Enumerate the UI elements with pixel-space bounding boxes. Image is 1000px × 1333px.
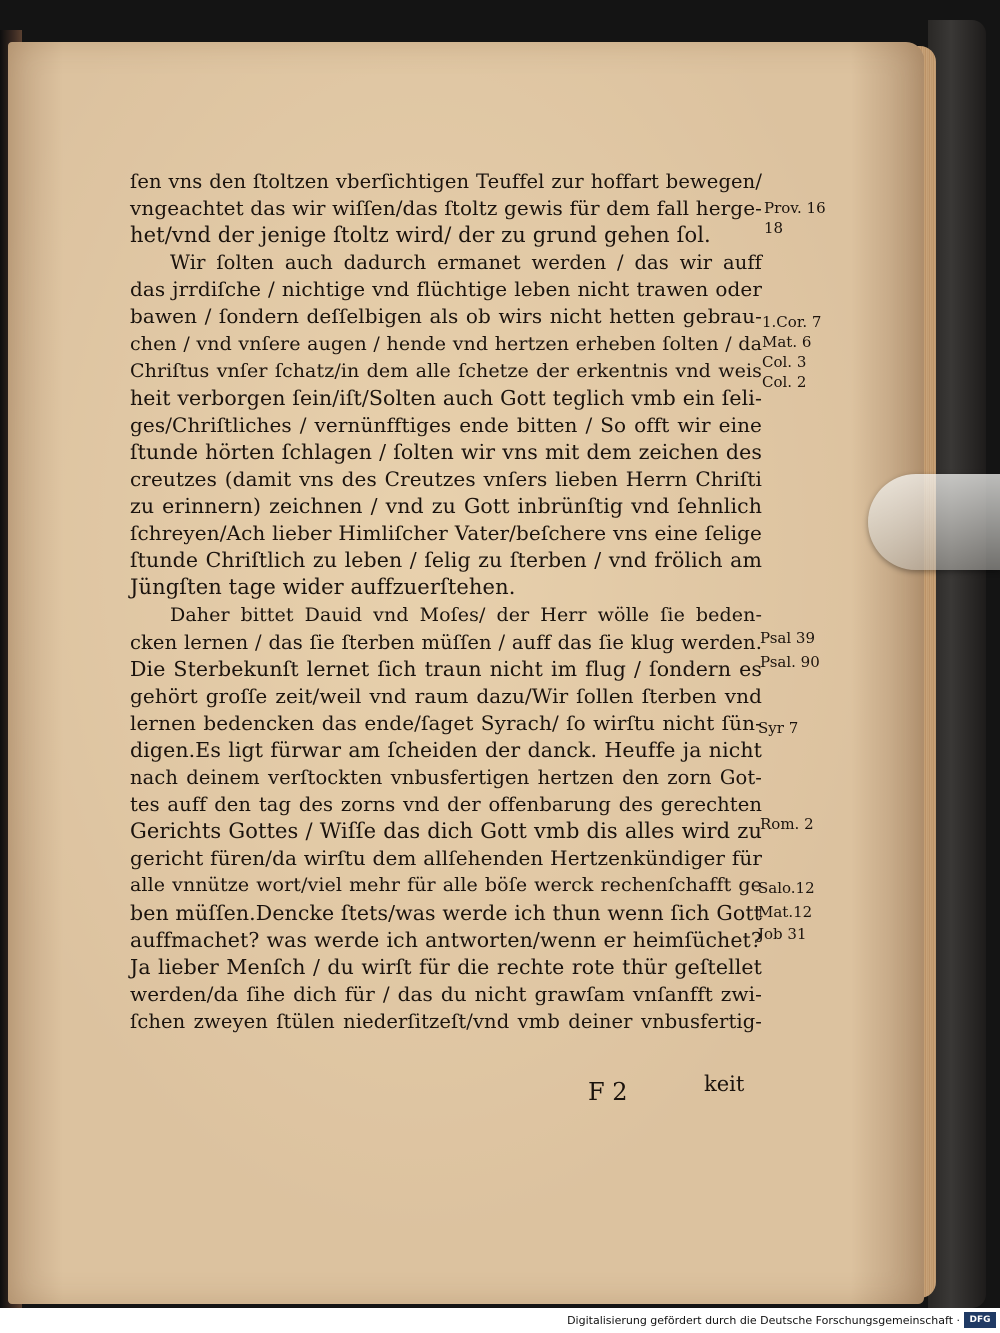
page-clip — [868, 474, 1000, 570]
text-line: ſchreyen/Ach lieber Himliſcher Vater/beſchere vns eine ſelige — [130, 521, 762, 546]
main-text — [130, 168, 762, 1035]
margin-note: Prov. 16 — [764, 199, 826, 217]
catchword: keit — [704, 1072, 745, 1096]
text-line: Wir ſolten auch dadurch ermanet werden / das wir auff — [170, 251, 762, 275]
margin-note: 1.Cor. 7 — [762, 313, 822, 331]
text-line: digen.Es ligt fürwar am ſcheiden der danck. Heuffe ja nicht — [130, 737, 762, 762]
text-line: das jrrdiſche / nichtige vnd flüchtige leben nicht trawen oder — [130, 277, 762, 302]
text-line: ſtunde Chriſtlich zu leben / ſelig zu ſterben / vnd frölich am — [130, 548, 762, 573]
margin-note: Psal 39 — [760, 629, 815, 647]
margin-note: Rom. 2 — [760, 815, 814, 833]
text-line: ſchen zweyen ſtülen niederſitzeſt/vnd vmb deiner vnbusfertig- — [130, 1009, 762, 1033]
funding-credit: Digitalisierung gefördert durch die Deutsche Forschungsgemeinschaft · — [567, 1314, 960, 1327]
text-line: ben müſſen.Dencke ſtets/was werde ich thun wenn ſich Gott — [130, 900, 762, 925]
text-line: gehört groſſe zeit/weil vnd raum dazu/Wir ſollen ſterben vnd — [130, 683, 762, 708]
text-line: werden/da ſihe dich für / das du nicht grawſam vnſanfft zwi- — [130, 981, 762, 1006]
text-line: Chriſtus vnſer ſchatz/in dem alle ſchetze der erkentnis vnd weis — [130, 359, 762, 382]
text-line: Jüngſten tage wider auffzuerſtehen. — [130, 575, 516, 600]
text-line: Die Sterbekunſt lernet ſich traun nicht im flug / ſondern es — [130, 656, 762, 681]
text-line: nach deinem verſtockten vnbusfertigen hertzen den zorn Got- — [130, 766, 762, 790]
text-line: lernen bedencken das ende/ſaget Syrach/ ſo wirſtu nicht ſün- — [130, 710, 762, 735]
margin-note: Col. 3 — [762, 353, 807, 371]
text-line: heit verborgen ſein/iſt/Solten auch Gott teglich vmb ein ſeli- — [130, 385, 762, 410]
margin-note: Mat.12 — [758, 903, 813, 921]
margin-note: Col. 2 — [762, 373, 807, 391]
text-line: vngeachtet das wir wiſſen/das ſtoltz gewis für dem fall herge- — [130, 196, 762, 221]
text-line: auffmachet? was werde ich antworten/wenn er heimſüchet? — [130, 927, 762, 952]
book-cover-right — [928, 20, 986, 1308]
text-line: creutzes (damit vns des Creutzes vnſers lieben Herrn Chriſti — [130, 467, 762, 492]
text-line: Ja lieber Menſch / du wirſt für die rechte rote thür geſtellet — [130, 954, 762, 979]
text-line: ges/Chriſtliches / vernünfftiges ende bitten / So offt wir eine — [130, 412, 762, 437]
margin-note: Psal. 90 — [760, 653, 820, 671]
footer-bar — [0, 1308, 1000, 1333]
text-line: bawen / ſondern deſſelbigen als ob wirs nicht hetten gebrau- — [130, 304, 762, 329]
text-line: alle vnnütze wort/viel mehr für alle böſe werck rechenſchafft ge — [130, 874, 762, 897]
text-line: tes auff den tag des zorns vnd der offenbarung des gerechten — [130, 793, 762, 817]
text-line: Gerichts Gottes / Wiſſe das dich Gott vmb dis alles wird zu — [130, 819, 762, 844]
margin-note: Mat. 6 — [762, 333, 812, 351]
text-line: gericht füren/da wirſtu dem allſehenden Hertzenkündiger für — [130, 846, 762, 871]
dfg-logo: DFG — [964, 1312, 996, 1328]
text-line: ſen vns den ſtoltzen vberſichtigen Teuffel zur hoffart bewegen/ — [130, 170, 762, 193]
margin-note: 18 — [764, 219, 784, 237]
margin-note: Salo.12 — [758, 879, 815, 897]
text-line: chen / vnd vnſere augen / hende vnd hertzen erheben ſolten / da — [130, 332, 762, 355]
margin-note: Syr 7 — [758, 719, 799, 737]
margin-note: Job 31 — [758, 925, 807, 943]
text-line: cken lernen / das ſie ſterben müſſen / auff das ſie klug werden. — [130, 630, 762, 654]
text-line: zu erinnern) zeichnen / vnd zu Gott inbrünſtig vnd ſehnlich — [130, 494, 762, 519]
text-line: ſtunde hörten ſchlagen / ſolten wir vns mit dem zeichen des — [130, 439, 762, 464]
text-line: het/vnd der jenige ſtoltz wird/ der zu grund gehen ſol. — [130, 223, 711, 248]
text-line: Daher bittet Dauid vnd Moſes/ der Herr wölle ſie beden- — [170, 603, 762, 626]
signature-mark: F 2 — [588, 1078, 628, 1106]
